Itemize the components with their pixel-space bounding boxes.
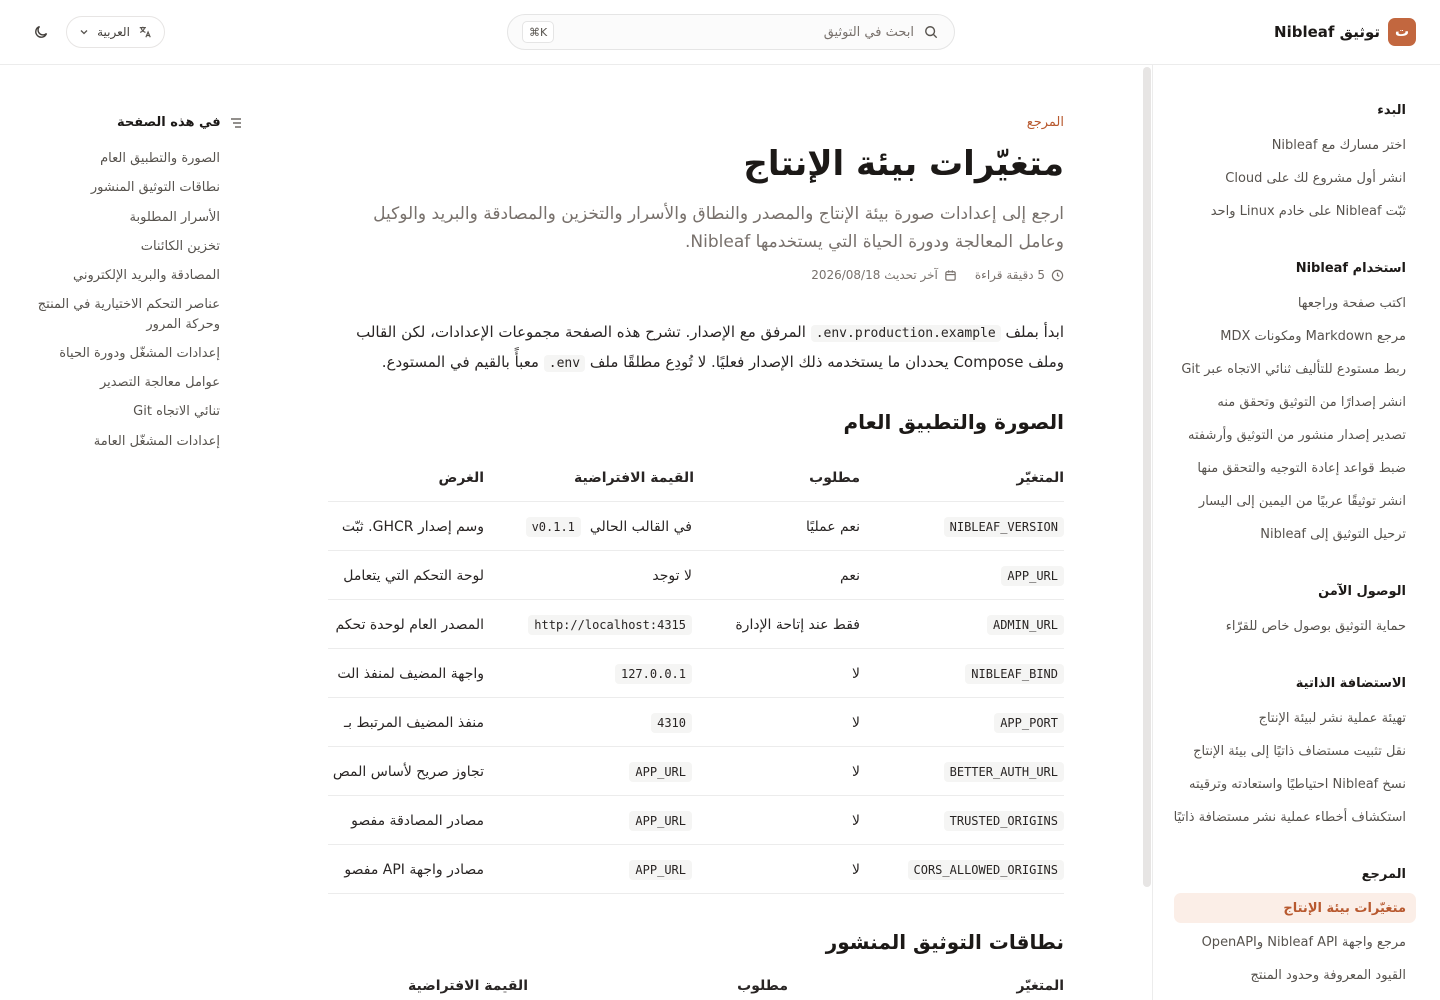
default-value: APP_URL (629, 762, 692, 782)
sidebar-item[interactable]: مرجع Markdown ومكونات MDX (1220, 328, 1406, 344)
table-cell: لا (852, 812, 860, 829)
translate-icon (138, 25, 152, 39)
column-header: مطلوب (737, 978, 788, 994)
table-cell: المصدر العام لوحدة تحكم (335, 616, 484, 633)
sidebar-item[interactable]: تصدير إصدار منشور من التوثيق وأرشفته (1188, 427, 1406, 443)
sidebar-item[interactable]: اختر مسارك مع Nibleaf (1271, 137, 1406, 153)
toc-item[interactable]: عناصر التحكم الاختيارية في المنتج وحركة المرور (37, 297, 220, 332)
theme-toggle[interactable] (30, 21, 52, 43)
domains-table (328, 978, 1064, 1000)
toc-title-text: في هذه الصفحة (117, 115, 221, 130)
column-header: القيمة الافتراضية (574, 469, 694, 486)
inline-code: .env.production.example (811, 325, 1001, 342)
language-selector[interactable] (66, 16, 165, 48)
updated-text: آخر تحديث 2026/08/18 (811, 268, 938, 282)
toc-item[interactable]: الأسرار المطلوبة (129, 210, 220, 225)
sidebar-group-title: الوصول الآمن (1318, 584, 1406, 599)
default-value: APP_URL (629, 811, 692, 831)
variable-name: TRUSTED_ORIGINS (944, 811, 1064, 831)
search-shortcut: ⌘K (522, 21, 554, 43)
sidebar-item[interactable]: ضبط قواعد إعادة التوجيه والتحقق منها (1197, 460, 1406, 476)
brand-title: توثيق Nibleaf (1274, 23, 1380, 41)
moon-icon (33, 24, 49, 40)
sidebar-item[interactable]: انشر أول مشروع لك على Cloud (1225, 170, 1406, 186)
brand-logo: ت (1388, 18, 1416, 46)
sidebar-item[interactable]: مرجع واجهة Nibleaf API وOpenAPI (1201, 934, 1406, 950)
table-cell: لا (852, 714, 860, 731)
table-cell (864, 502, 1064, 551)
default-value: 4310 (651, 713, 692, 733)
sidebar-scrollbar[interactable] (1143, 67, 1151, 887)
table-row (328, 796, 1064, 845)
column-header: الغرض (438, 469, 484, 486)
cell-text: في القالب الحالي (589, 518, 692, 535)
sidebar-group-title: استخدام Nibleaf (1295, 261, 1406, 276)
section-heading: نطاقات التوثيق المنشور (825, 930, 1064, 954)
sidebar-nav (1152, 65, 1440, 1000)
column-header: المتغيّر (1016, 469, 1064, 486)
sidebar-item-active[interactable]: متغيّرات بيئة الإنتاج (1174, 893, 1416, 923)
toc-title (117, 115, 243, 130)
search-input[interactable] (507, 14, 955, 50)
variable-name: CORS_ALLOWED_ORIGINS (908, 860, 1065, 880)
variable-name: NIBLEAF_VERSION (944, 517, 1064, 537)
toc-item[interactable]: تخزين الكائنات (140, 239, 220, 254)
sidebar-item[interactable]: استكشاف أخطاء عملية نشر مستضافة ذاتيًا (1174, 809, 1406, 825)
table-cell (864, 551, 1064, 600)
sidebar-group-title: البدء (1377, 103, 1406, 118)
page-title: متغيّرات بيئة الإنتاج (743, 144, 1064, 184)
column-header: القيمة الافتراضية (408, 978, 528, 994)
table-cell: لا (852, 763, 860, 780)
inline-code: .env (544, 355, 585, 372)
toc-item[interactable]: المصادقة والبريد الإلكتروني (73, 268, 220, 283)
table-cell (864, 600, 1064, 649)
table-cell (482, 600, 692, 649)
list-icon (229, 116, 243, 130)
toc-item[interactable]: الصورة والتطبيق العام (100, 151, 220, 166)
table-cell (482, 747, 692, 796)
table-row (328, 747, 1064, 796)
column-header: المتغيّر (1016, 978, 1064, 994)
table-cell: مصادر المصادقة مفصو (351, 812, 484, 829)
table-cell: منفذ المضيف المرتبط بـ (344, 714, 484, 731)
language-label: العربية (97, 25, 130, 39)
top-bar (0, 0, 1440, 65)
table-cell: نعم (840, 567, 860, 584)
chevron-down-icon (79, 27, 89, 37)
table-row (328, 600, 1064, 649)
table-row (328, 551, 1064, 600)
sidebar-item[interactable]: تهيئة عملية نشر لبيئة الإنتاج (1258, 710, 1406, 726)
table-cell (482, 845, 692, 894)
intro-text: المرفق مع الإصدار. تشرح هذه الصفحة مجموعات الإعدادات، لكن القالب وملف Compose يحددان ما يستخدمه ذلك الإصدار فعليًا. لا تُودِع مطلقًا ملف (356, 323, 1064, 371)
table-cell (864, 698, 1064, 747)
sidebar-item[interactable]: انشر إصدارًا من التوثيق وتحقق منه (1217, 394, 1406, 410)
page-meta (811, 268, 1064, 282)
default-value: 127.0.0.1 (615, 664, 692, 684)
breadcrumb[interactable]: المرجع (1026, 115, 1064, 130)
table-cell: فقط عند إتاحة الإدارة (735, 616, 860, 633)
toc-item[interactable]: عوامل معالجة التصدير (99, 375, 220, 390)
table-cell (864, 845, 1064, 894)
table-cell: تجاوز صريح لأساس المص (332, 763, 484, 780)
table-cell: وسم إصدار GHCR. ثبّت (341, 518, 484, 535)
clock-icon (1051, 269, 1064, 282)
toc-item[interactable]: نطاقات التوثيق المنشور (90, 180, 220, 195)
table-row (328, 845, 1064, 894)
column-header: مطلوب (809, 469, 860, 486)
variable-name: BETTER_AUTH_URL (944, 762, 1064, 782)
default-value: http://localhost:4315 (528, 615, 692, 635)
table-header-row (328, 978, 1064, 1000)
table-cell: لوحة التحكم التي يتعامل (343, 567, 484, 584)
sidebar-item[interactable]: ثبّت Nibleaf على خادم Linux واحد (1210, 203, 1406, 219)
sidebar-item[interactable]: اكتب صفحة وراجعها (1297, 295, 1406, 311)
table-cell: لا (852, 665, 860, 682)
toc-item[interactable]: إعدادات المشغّل ودورة الحياة (59, 346, 220, 361)
sidebar-item[interactable]: ترحيل التوثيق إلى Nibleaf (1260, 526, 1406, 542)
table-row (328, 649, 1064, 698)
table-cell (864, 747, 1064, 796)
sidebar-item[interactable]: القيود المعروفة وحدود المنتج (1250, 967, 1406, 983)
toc-item[interactable]: تنائي الاتجاه Git (133, 404, 220, 419)
sidebar-item[interactable]: انشر توثيقًا عربيًا من اليمين إلى اليسار (1198, 493, 1406, 509)
variable-name: APP_PORT (994, 713, 1064, 733)
intro-paragraph (328, 318, 1064, 378)
table-cell: نعم عمليًا (806, 518, 860, 535)
table-cell (482, 649, 692, 698)
table-cell: لا توجد (652, 567, 692, 584)
table-cell (864, 649, 1064, 698)
brand[interactable] (1274, 17, 1416, 47)
table-cell (482, 796, 692, 845)
sidebar-group-title: الاستضافة الذاتية (1295, 676, 1406, 691)
intro-text: ابدأ بملف (1005, 323, 1064, 341)
reading-time (975, 268, 1064, 282)
default-value: v0.1.1 (526, 517, 581, 537)
updated-date (811, 268, 957, 282)
calendar-icon (944, 269, 957, 282)
default-value: APP_URL (629, 860, 692, 880)
page-lead: ارجع إلى إعدادات صورة بيئة الإنتاج والمصدر والنطاق والأسرار والتخزين والمصادقة والبريد والوكيل وعامل المعالجة ودورة الحياة التي يستخدمها Nibleaf. (373, 204, 1064, 252)
table-cell (482, 502, 692, 551)
toc-item[interactable]: إعدادات المشغّل العامة (93, 434, 220, 449)
sidebar-item[interactable]: حماية التوثيق بوصول خاص للقرّاء (1225, 618, 1406, 634)
table-row (328, 502, 1064, 551)
env-table (328, 453, 1064, 894)
table-cell: مصادر واجهة API مفصو (344, 861, 484, 878)
intro-text: معبأً بالقيم في المستودع. (381, 353, 539, 371)
table-header-row (328, 453, 1064, 502)
table-cell (482, 698, 692, 747)
table-row (328, 698, 1064, 747)
table-cell (864, 796, 1064, 845)
reading-time-text: 5 دقيقة قراءة (974, 268, 1045, 282)
section-heading: الصورة والتطبيق العام (843, 410, 1064, 434)
sidebar-group-title: المرجع (1361, 867, 1406, 882)
table-cell: واجهة المضيف لمنفذ الت (337, 665, 484, 682)
search-icon (924, 25, 938, 39)
sidebar-item[interactable]: ربط مستودع للتأليف ثنائي الاتجاه عبر Git (1181, 361, 1406, 377)
variable-name: APP_URL (1001, 566, 1064, 586)
variable-name: NIBLEAF_BIND (965, 664, 1064, 684)
sidebar-item[interactable]: نقل تثبيت مستضاف ذاتيًا إلى بيئة الإنتاج (1193, 743, 1406, 759)
table-cell: لا (852, 861, 860, 878)
search-placeholder: ابحث في التوثيق (823, 25, 914, 40)
sidebar-item[interactable]: نسخ Nibleaf احتياطيًا واستعادته وترقيته (1189, 776, 1406, 792)
variable-name: ADMIN_URL (987, 615, 1064, 635)
